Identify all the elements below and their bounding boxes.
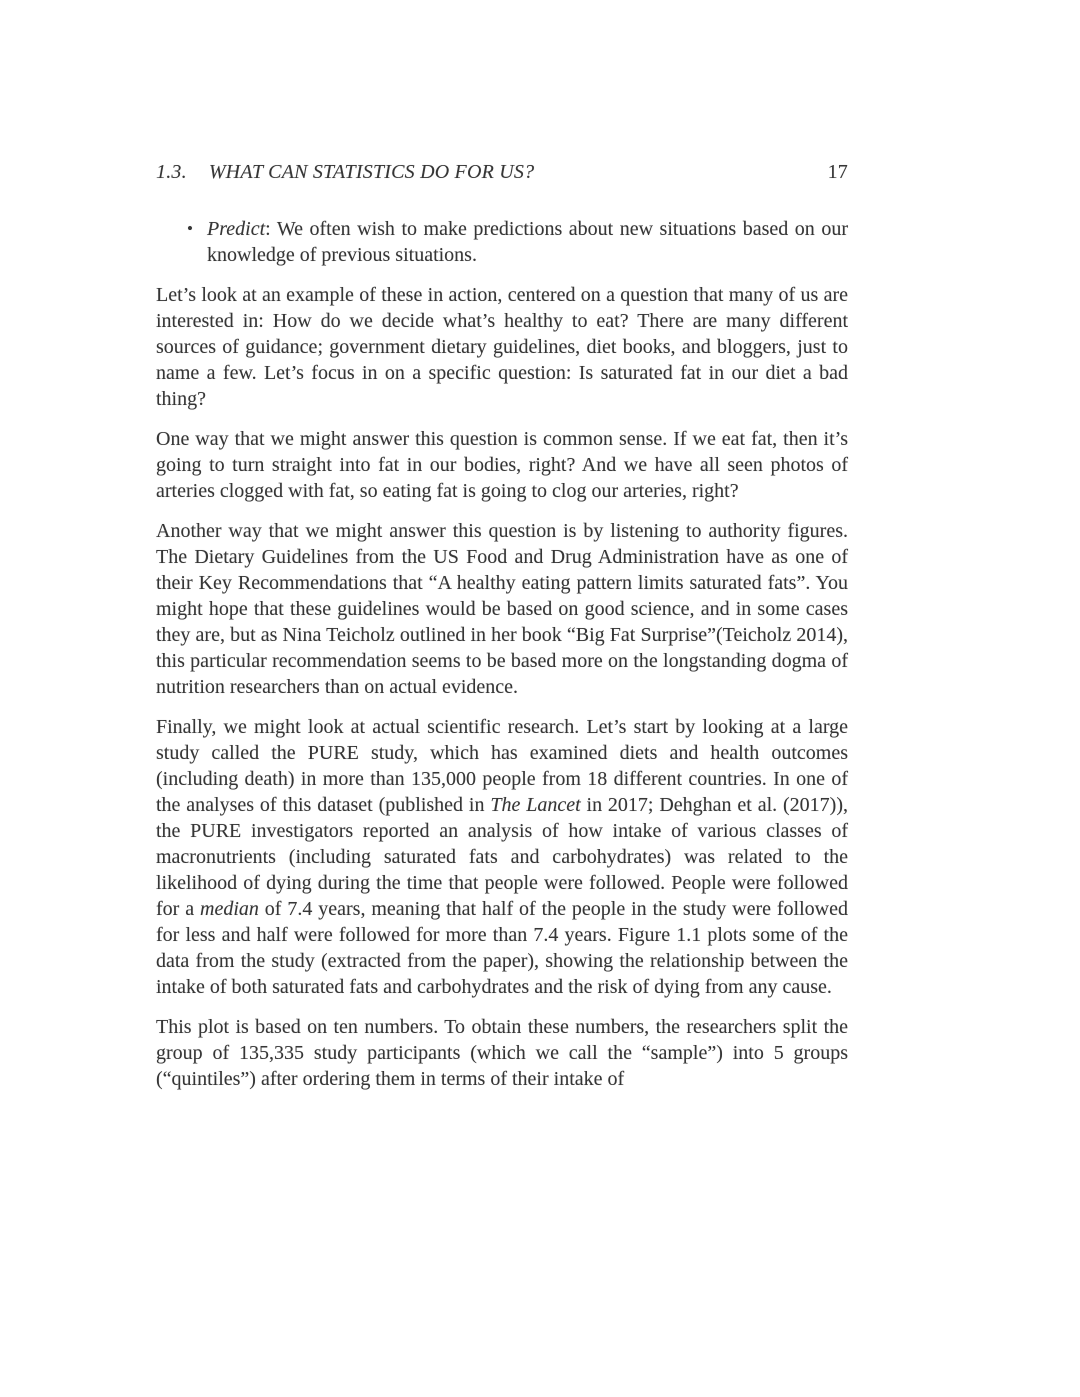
page-number: 17 xyxy=(827,161,848,183)
section-number: 1.3. xyxy=(156,161,187,183)
page-content xyxy=(156,160,848,1092)
running-header-title: WHAT CAN STATISTICS DO FOR US? xyxy=(208,161,535,183)
body-paragraph-5: This plot is based on ten numbers. To obtain these numbers, the researchers split the group of 135,335 study participants (which we call the “sample”) into 5 groups (“quintiles”) after ordering them in terms of their intake of xyxy=(156,1016,848,1090)
running-header xyxy=(156,160,848,184)
bullet-item-text: Predict: We often wish to make predictions about new situations based on our knowledge of previous situations. xyxy=(207,218,848,266)
bullet-list-item xyxy=(156,216,848,268)
body-paragraph-1: Let’s look at an example of these in action, centered on a question that many of us are interested in: How do we decide what’s healthy to eat? There are many different sources of guidance; government dietary guidelines, diet books, and bloggers, just to name a few. Let’s focus in on a specific question: Is saturated fat in our diet a bad thing? xyxy=(156,284,848,410)
body-paragraph-2: One way that we might answer this question is common sense. If we eat fat, then it’s going to turn straight into fat in our bodies, right? And we have all seen photos of arteries clogged with fat, so eating fat is going to clog our arteries, right? xyxy=(156,428,848,502)
body-paragraph-3: Another way that we might answer this question is by listening to authority figures. The Dietary Guidelines from the US Food and Drug Administration have as one of their Key Recommendations that “A healthy eating pattern limits saturated fats”. You might hope that these guidelines would be based on good science, and in some cases they are, but as Nina Teicholz outlined in her book “Big Fat Surprise”(Teicholz 2014), this particular recommendation seems to be based more on the longstanding dogma of nutrition researchers than on actual evidence. xyxy=(156,520,848,698)
body-paragraph-4: Finally, we might look at actual scientific research. Let’s start by looking at a large study called the PURE study, which has examined diets and health outcomes (including death) in more than 135,000 people from 18 different countries. In one of the analyses of this dataset (published in The Lancet in 2017; Dehghan et al. (2017)), the PURE investigators reported an analysis of how intake of various classes of macronutrients (including saturated fats and carbohydrates) was related to the likelihood of dying during the time that people were followed. People were followed for a median of 7.4 years, meaning that half of the people in the study were followed for less and half were followed for more than 7.4 years. Figure 1.1 plots some of the data from the study (extracted from the paper), showing the relationship between the intake of both saturated fats and carbohydrates and the risk of dying from any cause. xyxy=(156,716,848,998)
bullet-marker: • xyxy=(187,219,193,238)
